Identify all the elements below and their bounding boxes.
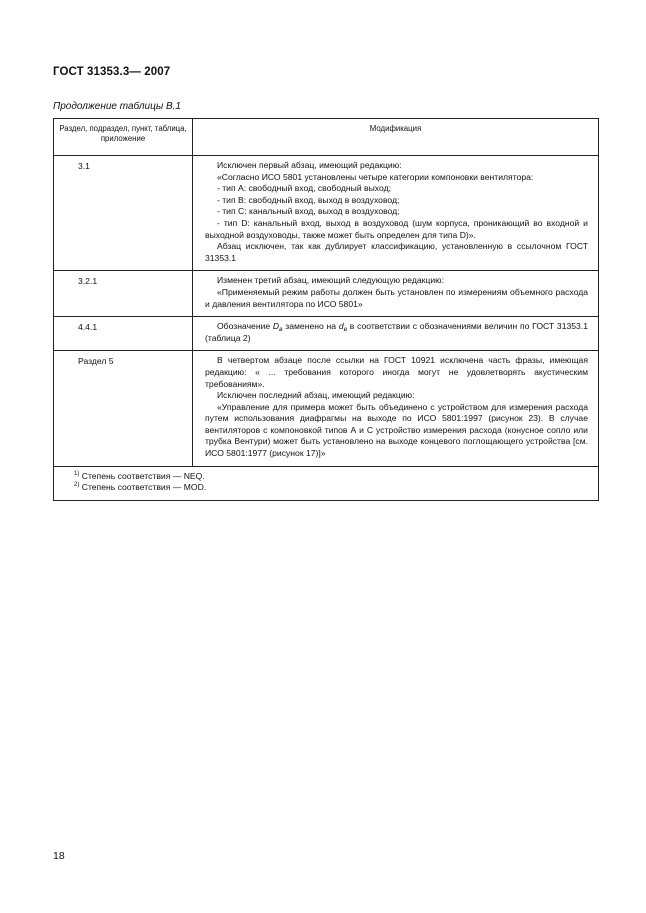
paragraph: Абзац исключен, так как дублирует классификацию, установленную в ссылочном ГОСТ 31353.1: [205, 241, 588, 263]
paragraph: [205, 321, 588, 344]
paragraph: Исключен первый абзац, имеющий редакцию:: [217, 160, 402, 170]
table-row: [54, 271, 599, 317]
table-row: [54, 351, 599, 466]
table-row: [54, 156, 599, 271]
row-modification-text: [193, 156, 599, 271]
symbol-old: [272, 321, 283, 334]
column-header-modification: Модификация: [193, 119, 599, 156]
footnotes: [54, 466, 599, 501]
table-caption: Продолжение таблицы В.1: [53, 101, 181, 112]
symbol-letter: D: [272, 321, 280, 332]
symbol-subscript: в: [343, 326, 347, 334]
paragraph: - тип D: канальный вход, выход в воздуховод (шум корпуса, проникающий во входной и выходной воздуховоды, также может быть определен для типа D)».: [205, 217, 588, 240]
footnote: [74, 482, 592, 493]
footnote-text: Степень соответствия — NEQ.: [81, 470, 205, 481]
row-modification-text: [193, 351, 599, 466]
text-fragment: Обозначение: [217, 321, 273, 332]
list-item: - тип С: канальный вход, выход в воздуховод;: [217, 206, 400, 217]
list-item: - тип А: свободный вход, свободный выход;: [217, 183, 391, 194]
row-section-label: 3.1: [54, 156, 193, 271]
footnotes-row: [54, 466, 599, 501]
paragraph: Изменен третий абзац, имеющий следующую редакцию:: [217, 275, 444, 286]
paragraph: «Согласно ИСО 5801 установлены четыре категории компоновки вентилятора:: [217, 171, 534, 182]
symbol-new: [338, 321, 347, 334]
footnote-text: Степень соответствия — MOD.: [81, 482, 207, 493]
row-section-label: 4.4.1: [54, 317, 193, 351]
text-fragment: в соответствии с обозначениями величин по ГОСТ 31353.1 (таблица 2): [205, 321, 588, 343]
row-section-label: 3.2.1: [54, 271, 193, 317]
row-section-label: Раздел 5: [54, 351, 193, 466]
paragraph: «Применяемый режим работы должен быть установлен по измерениям объемного расхода и давления вентилятора по ИСО 5801»: [205, 286, 588, 309]
symbol-subscript: в: [279, 326, 283, 334]
text-fragment: заменено на: [282, 321, 339, 332]
paragraph: «Управление для примера может быть объединено с устройством для измерения расхода путем использования диафрагмы на выходе по ИСО 5801:1997 (рисунок 23). В случае вентиляторов с компоновкой типов А и С устройство измерения расхода (конусное сопло или трубка Вентури) может быть установлено на выходе концевого поглощающего устройства [см. ИСО 5801:1977 (рисунок 17)]»: [205, 401, 588, 459]
table-header-row: [54, 119, 599, 156]
table-row: [54, 317, 599, 351]
page-number: 18: [53, 850, 65, 862]
column-header-section: Раздел, подраздел, пункт, таблица, приложение: [54, 119, 193, 156]
footnote: [74, 471, 592, 482]
row-modification-text: [193, 271, 599, 317]
row-modification-text: [193, 317, 599, 351]
paragraph: Исключен последний абзац, имеющий редакцию:: [217, 390, 415, 401]
symbol-letter: d: [338, 321, 344, 332]
footnote-mark: 1): [74, 470, 80, 477]
paragraph: В четвертом абзаце после ссылки на ГОСТ 10921 исключена часть фразы, имеющая редакцию: « ... требования которого иногда могут не удовлетворять акустическим требованиям».: [205, 355, 588, 389]
document-code: ГОСТ 31353.3— 2007: [53, 66, 171, 78]
list-item: - тип В: свободный вход, выход в воздуховод;: [217, 194, 400, 205]
footnote-mark: 2): [74, 482, 80, 489]
modification-table: [53, 118, 599, 501]
